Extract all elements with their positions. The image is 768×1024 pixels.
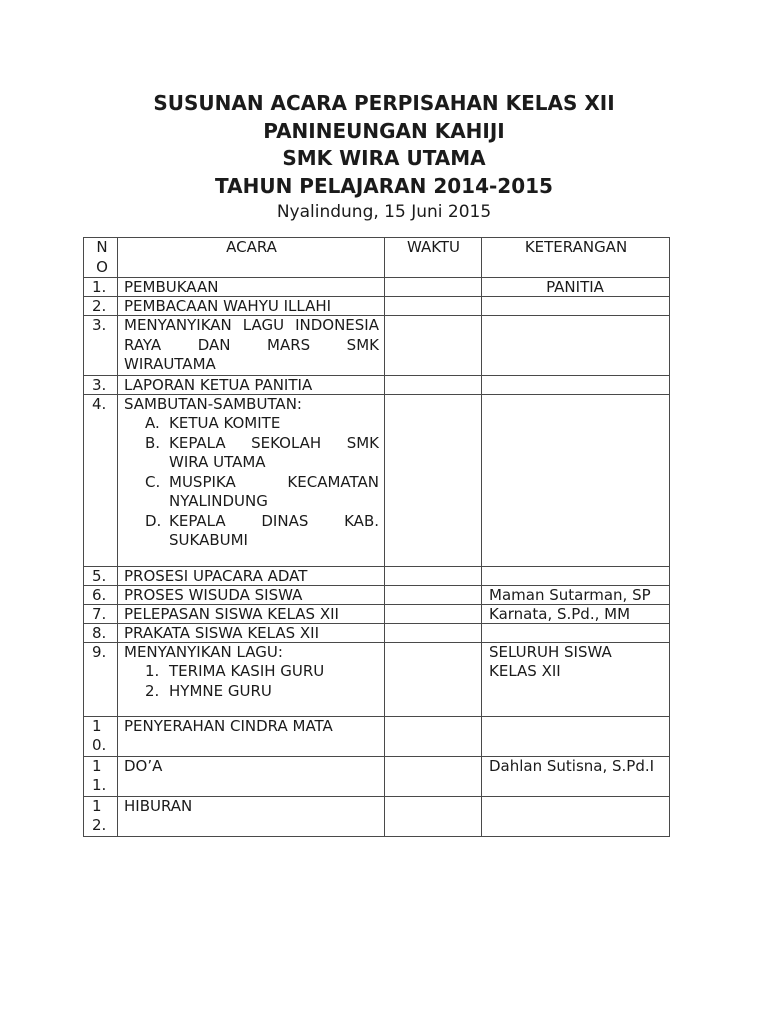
item-number: 3. — [92, 375, 107, 394]
agenda-text: PEMBUKAAN — [124, 278, 219, 296]
table-row — [84, 278, 670, 297]
time-cell — [385, 297, 482, 316]
agenda-cell — [118, 716, 385, 756]
table-row — [84, 796, 670, 836]
header-waktu: WAKTU — [385, 238, 482, 278]
remarks-cell — [482, 585, 670, 604]
title-line: TAHUN PELAJARAN 2014-2015 — [215, 174, 553, 199]
sublist-marker: D. — [145, 511, 162, 530]
agenda-text: PROSES WISUDA SISWA — [124, 585, 303, 604]
agenda-text: DO’A — [124, 756, 163, 775]
agenda-text: PRAKATA SISWA KELAS XII — [124, 623, 320, 642]
sublist-item — [145, 414, 379, 434]
remarks-cell — [482, 604, 670, 623]
remarks-cell — [482, 716, 670, 756]
item-number-cell — [84, 394, 118, 566]
sublist-text: KETUA KOMITE — [169, 414, 281, 432]
item-number-cell — [84, 278, 118, 297]
agenda-text: PELEPASAN SISWA KELAS XII — [124, 604, 339, 623]
table-row — [84, 623, 670, 642]
time-cell — [385, 316, 482, 376]
time-cell — [385, 642, 482, 716]
item-number: 5. — [92, 566, 107, 585]
sublist-marker: 2. — [145, 681, 160, 700]
sublist-text: TERIMA KASIH GURU — [169, 662, 325, 680]
item-number-cell — [84, 604, 118, 623]
remarks-cell — [482, 796, 670, 836]
item-number: 9. — [92, 642, 107, 661]
remarks-cell — [482, 278, 670, 297]
item-number-cell — [84, 316, 118, 376]
sublist-item — [145, 512, 379, 551]
agenda-sublist — [145, 662, 379, 701]
remarks-cell — [482, 756, 670, 796]
remarks-text: PANITIA — [546, 278, 604, 296]
agenda-cell — [118, 756, 385, 796]
agenda-cell — [118, 566, 385, 585]
sublist-item — [145, 682, 379, 702]
remarks-cell — [482, 375, 670, 394]
remarks-cell — [482, 297, 670, 316]
time-cell — [385, 796, 482, 836]
time-cell — [385, 585, 482, 604]
item-number: 10. — [92, 716, 107, 754]
sublist-text: MUSPIKA KECAMATAN NYALINDUNG — [169, 472, 379, 510]
time-cell — [385, 566, 482, 585]
table-row — [84, 642, 670, 716]
agenda-cell — [118, 642, 385, 716]
table-body — [84, 278, 670, 837]
agenda-text: HIBURAN — [124, 796, 193, 815]
agenda-text: PEMBACAAN WAHYU ILLAHI — [124, 297, 332, 315]
table-header-row — [84, 238, 670, 278]
title-line: SUSUNAN ACARA PERPISAHAN KELAS XII — [153, 91, 615, 115]
item-number-cell — [84, 716, 118, 756]
sublist-item — [145, 662, 379, 682]
time-cell — [385, 394, 482, 566]
remarks-text: SELURUH SISWA KELAS XII — [489, 642, 612, 680]
header-acara: ACARA — [118, 238, 385, 278]
agenda-text: PENYERAHAN CINDRA MATA — [124, 716, 333, 735]
item-number: 8. — [92, 623, 107, 642]
table-row — [84, 375, 670, 394]
item-number: 6. — [92, 585, 107, 604]
schedule-table — [83, 237, 670, 837]
item-number: 7. — [92, 604, 107, 623]
item-number-cell — [84, 623, 118, 642]
sublist-marker: B. — [145, 433, 161, 452]
table-row — [84, 716, 670, 756]
item-number: 1. — [92, 278, 107, 296]
remarks-cell — [482, 566, 670, 585]
table-row — [84, 316, 670, 376]
time-cell — [385, 375, 482, 394]
agenda-text: SAMBUTAN-SAMBUTAN: — [124, 394, 302, 413]
header-keterangan: KETERANGAN — [482, 238, 670, 278]
time-cell — [385, 756, 482, 796]
agenda-text: MENYANYIKAN LAGU: — [124, 642, 283, 661]
table-row — [84, 394, 670, 566]
item-number: 4. — [92, 394, 107, 413]
agenda-text: LAPORAN KETUA PANITIA — [124, 375, 313, 394]
item-number-cell — [84, 585, 118, 604]
date-line: Nyalindung, 15 Juni 2015 — [276, 201, 492, 222]
agenda-cell — [118, 623, 385, 642]
agenda-text: PROSESI UPACARA ADAT — [124, 566, 308, 585]
table-row — [84, 566, 670, 585]
remarks-text: Maman Sutarman, SP — [489, 585, 651, 604]
item-number-cell — [84, 756, 118, 796]
title-line: SMK WIRA UTAMA — [282, 146, 486, 171]
item-number-cell — [84, 375, 118, 394]
sublist-text: HYMNE GURU — [169, 681, 272, 700]
agenda-cell — [118, 375, 385, 394]
table-row — [84, 297, 670, 316]
agenda-cell — [118, 297, 385, 316]
table-row — [84, 585, 670, 604]
remarks-cell — [482, 394, 670, 566]
agenda-cell — [118, 394, 385, 566]
table-header — [84, 238, 670, 278]
agenda-text: MENYANYIKAN LAGU INDONESIA RAYA DAN MARS SMK WIRAUTAMA — [124, 316, 379, 373]
agenda-cell — [118, 316, 385, 376]
item-number: 3. — [92, 316, 107, 334]
title-line: PANINEUNGAN KAHIJI — [263, 118, 505, 143]
remarks-cell — [482, 316, 670, 376]
title-block — [0, 90, 768, 223]
item-number-cell — [84, 566, 118, 585]
sublist-marker: 1. — [145, 662, 160, 680]
item-number-cell — [84, 642, 118, 716]
agenda-cell — [118, 796, 385, 836]
sublist-text: KEPALA SEKOLAH SMK WIRA UTAMA — [169, 433, 379, 471]
sublist-marker: C. — [145, 472, 161, 491]
remarks-text: Dahlan Sutisna, S.Pd.I — [489, 756, 655, 775]
table-row — [84, 604, 670, 623]
item-number-cell — [84, 297, 118, 316]
sublist-item — [145, 434, 379, 473]
agenda-cell — [118, 585, 385, 604]
item-number: 11. — [92, 756, 107, 794]
time-cell — [385, 716, 482, 756]
agenda-cell — [118, 278, 385, 297]
remarks-cell — [482, 642, 670, 716]
remarks-cell — [482, 623, 670, 642]
time-cell — [385, 623, 482, 642]
time-cell — [385, 604, 482, 623]
item-number: 12. — [92, 796, 107, 834]
sublist-marker: A. — [145, 414, 160, 432]
agenda-cell — [118, 604, 385, 623]
header-no: NO — [84, 238, 118, 278]
remarks-text: Karnata, S.Pd., MM — [489, 604, 631, 623]
agenda-sublist — [145, 414, 379, 551]
item-number-cell — [84, 796, 118, 836]
sublist-text: KEPALA DINAS KAB. SUKABUMI — [169, 511, 379, 549]
item-number: 2. — [92, 297, 107, 315]
time-cell — [385, 278, 482, 297]
table-row — [84, 756, 670, 796]
sublist-item — [145, 473, 379, 512]
